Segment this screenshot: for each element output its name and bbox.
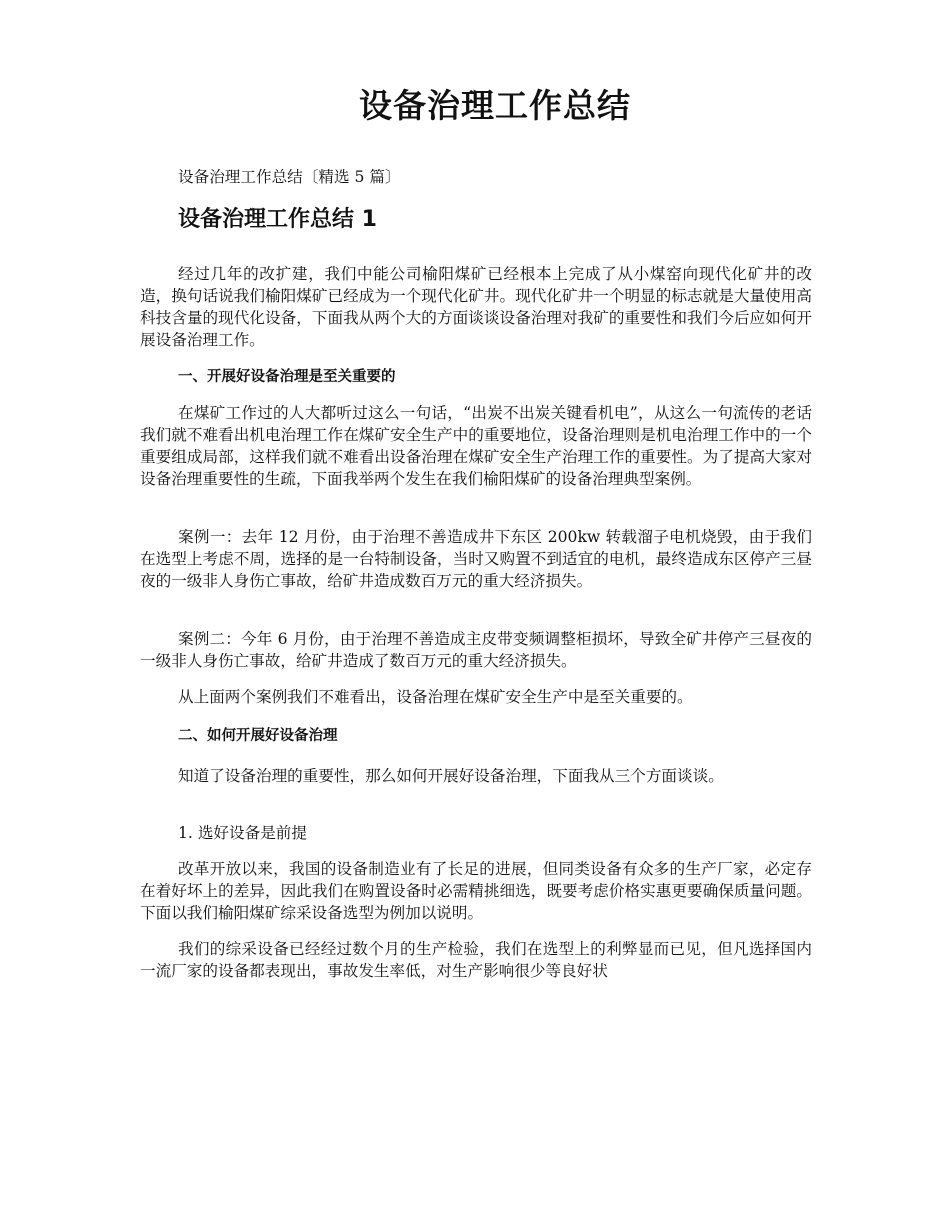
conclusion-paragraph: 从上面两个案例我们不难看出，设备治理在煤矿安全生产中是至关重要的。 <box>178 688 693 706</box>
document-title: 设备治理工作总结 <box>359 86 631 125</box>
paragraph-three: 改革开放以来，我国的设备制造业有了长足的进展，但同类设备有众多的生产厂家，必定存在着好坏上的差异，因此我们在购置设备时必需精挑细选，既要考虑价格实惠更要确保质量问题。下面以我们榆阳煤矿综采设备选型为例加以说明。 <box>140 860 812 922</box>
heading-two: 二、如何开展好设备治理 <box>178 728 338 744</box>
case-two-paragraph: 案例二：今年 6 月份，由于治理不善造成主皮带变频调整柜损坏，导致全矿井停产三昼夜的一级非人身伤亡事故，给矿井造成了数百万元的重大经济损失。 <box>140 630 812 670</box>
intro-paragraph: 经过几年的改扩建，我们中能公司榆阳煤矿已经根本上完成了从小煤窑向现代化矿井的改造，换句话说我们榆阳煤矿已经成为一个现代化矿井。现代化矿井一个明显的标志就是大量使用高科技含量的现代化设备，下面我从两个大的方面谈谈设备治理对我矿的重要性和我们今后应如何开展设备治理工作。 <box>140 265 812 349</box>
paragraph-one: 在煤矿工作过的人大都听过这么一句话，“出炭不出炭关键看机电”，从这么一句流传的老话我们就不难看出机电治理工作在煤矿安全生产中的重要地位，设备治理则是机电治理工作中的一个重要组成局部，这样我们就不难看出设备治理在煤矿安全生产治理工作的重要性。为了提高大家对设备治理重要性的生疏，下面我举两个发生在我们榆阳煤矿的设备治理典型案例。 <box>140 404 812 488</box>
paragraph-two: 知道了设备治理的重要性，那么如何开展好设备治理，下面我从三个方面谈谈。 <box>178 767 724 785</box>
document-subtitle: 设备治理工作总结〔精选 5 篇〕 <box>178 168 401 186</box>
paragraph-four: 我们的综采设备已经经过数个月的生产检验，我们在选型上的利弊显而已见，但凡选择国内一流厂家的设备都表现出，事故发生率低，对生产影响很少等良好状 <box>140 940 812 980</box>
case-one-paragraph: 案例一：去年 12 月份，由于治理不善造成井下东区 200kw 转载溜子电机烧毁，由于我们在选型上考虑不周，选择的是一台特制设备，当时又购置不到适宜的电机，最终造成东区停产三昼夜的一级非人身伤亡事故，给矿井造成数百万元的重大经济损失。 <box>140 528 812 590</box>
heading-one: 一、开展好设备治理是至关重要的 <box>178 369 396 385</box>
section-heading: 设备治理工作总结 1 <box>178 207 377 232</box>
numbered-item-one: 1. 选好设备是前提 <box>178 824 307 842</box>
